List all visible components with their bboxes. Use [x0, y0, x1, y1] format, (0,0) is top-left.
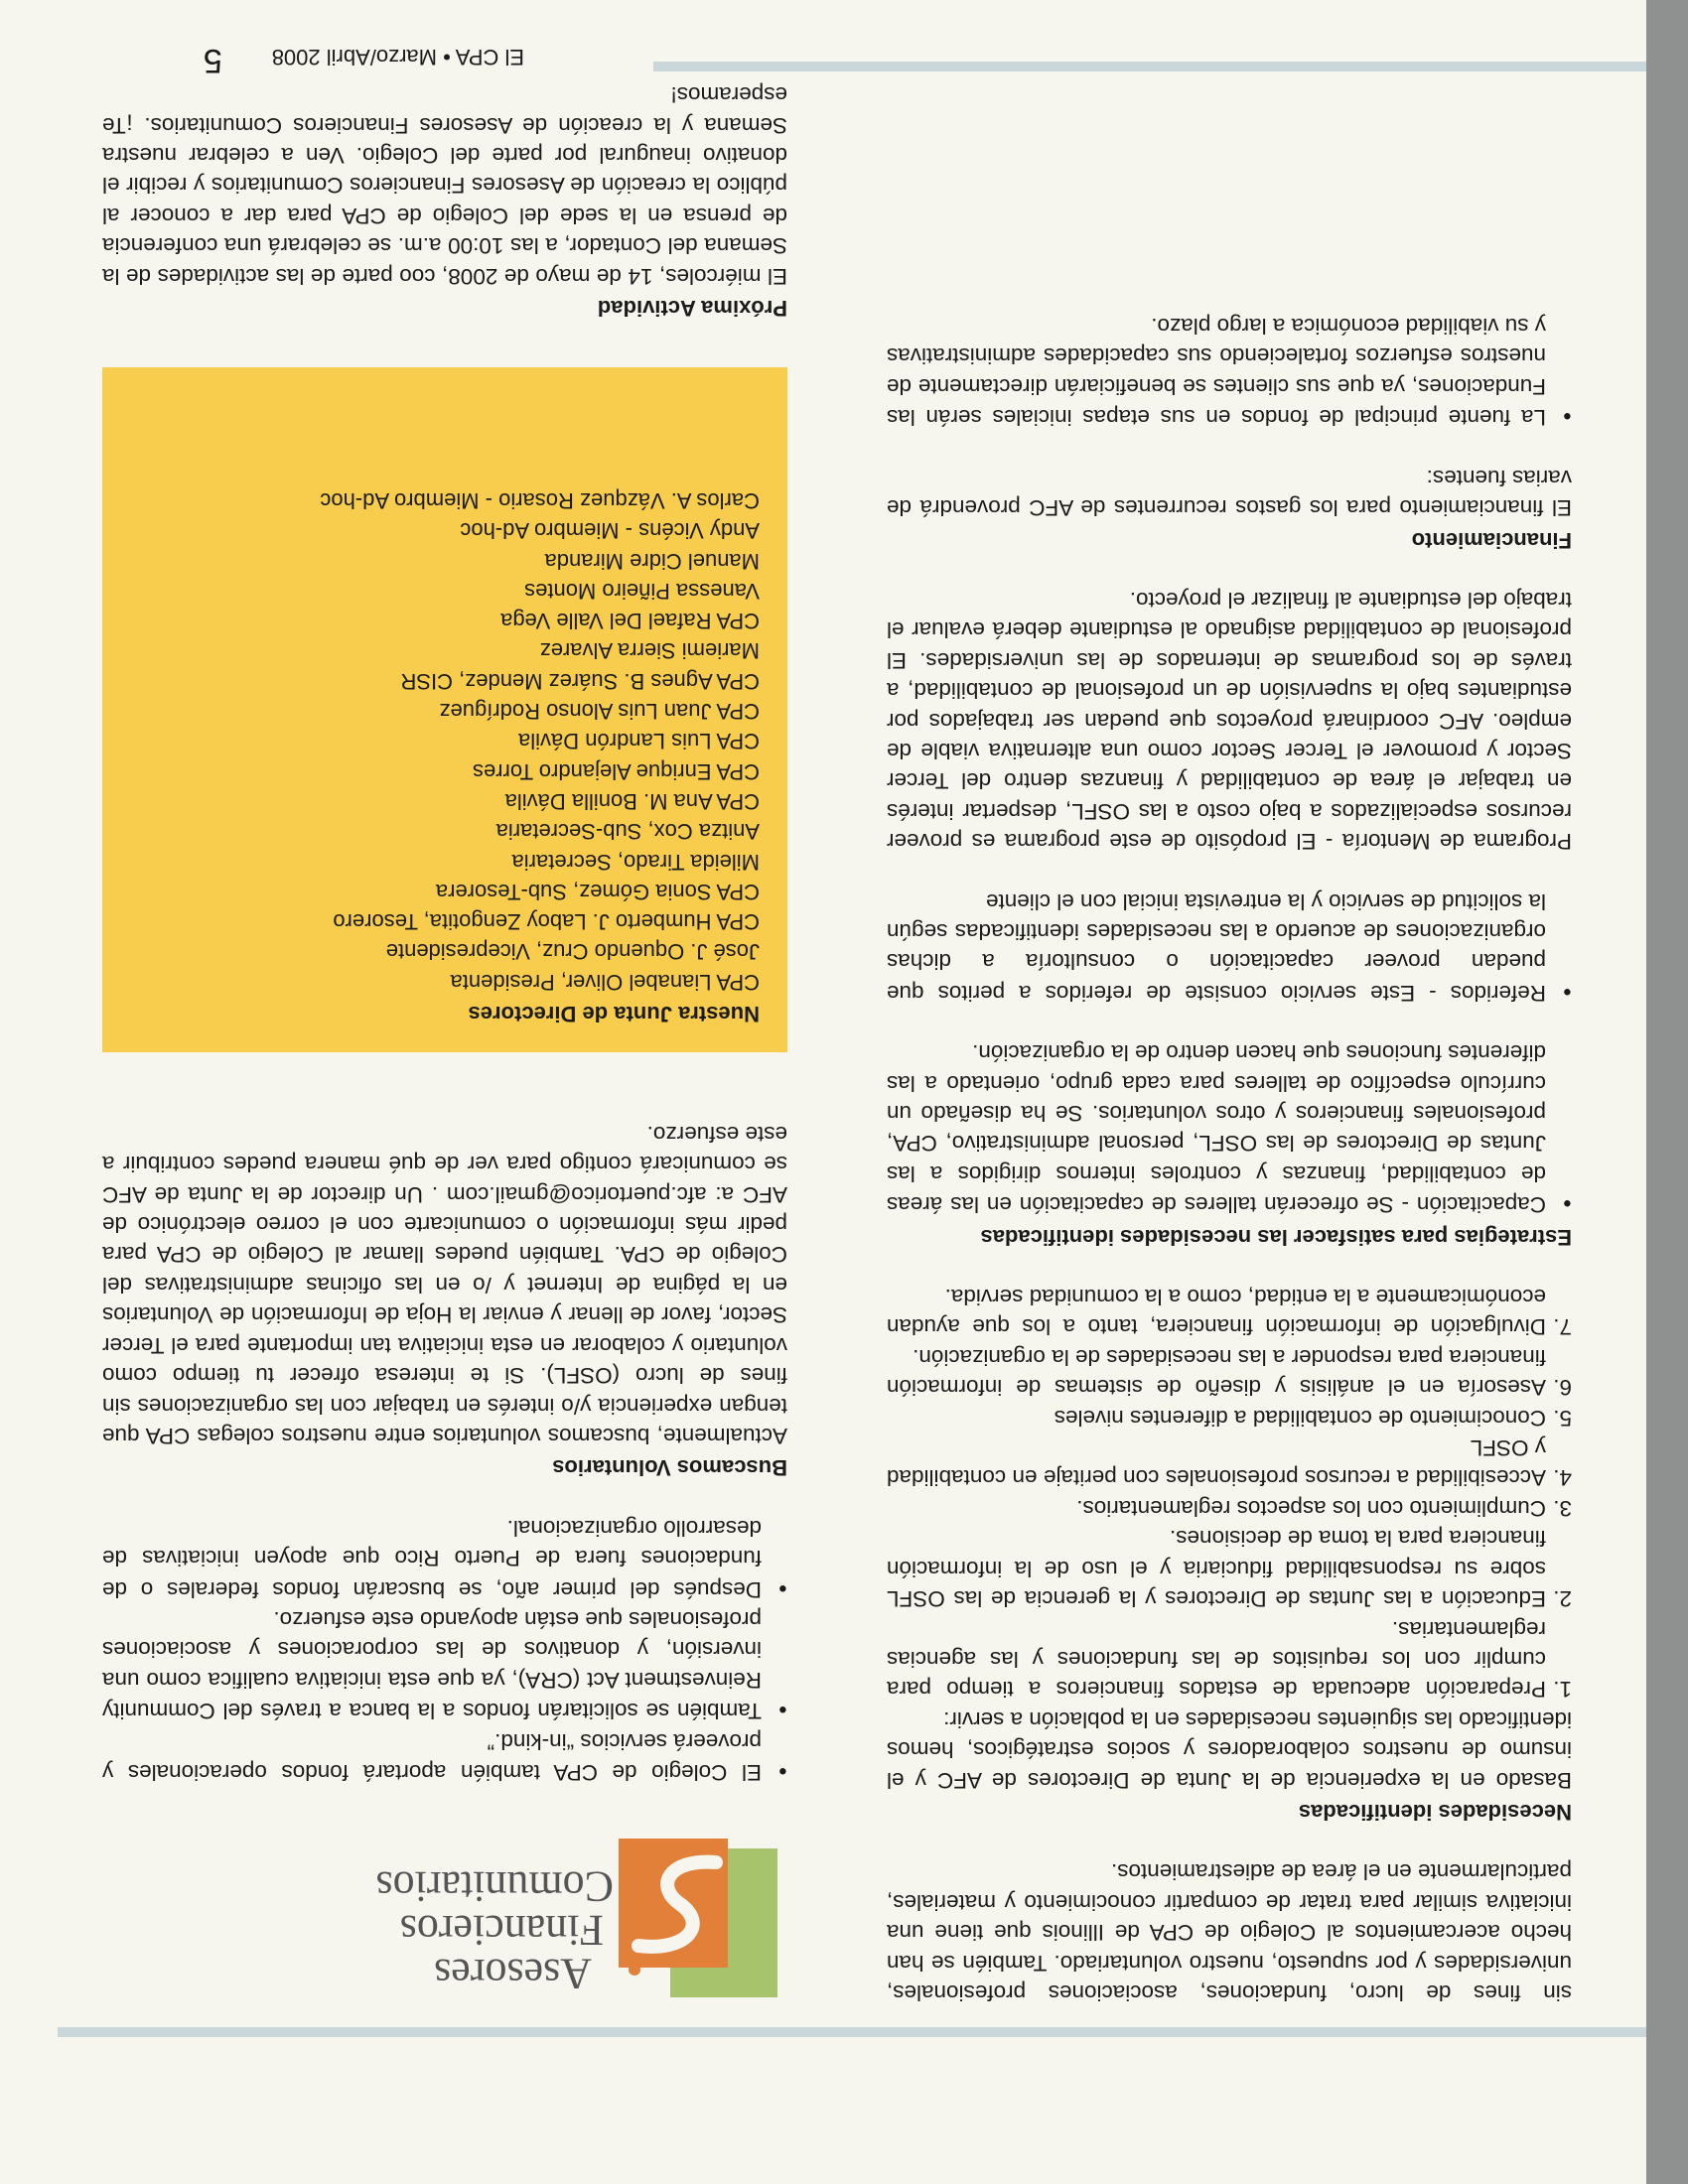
- list-item: Mariemi Sierra Alvarez: [539, 638, 760, 664]
- heading-proxima: Próxima Actividad: [597, 296, 787, 321]
- necesidades-paragraph: Basado en la experiencia de la Junta de Directores de AFC y el insumo de nuestros colaboradores y socios estratégicos, hemos identificado las siguientes necesidades en la población a servir:: [887, 1706, 1572, 1793]
- list-item: CPA Humberto J. Laboy Zengotita, Tesorero: [333, 909, 760, 935]
- bullet-referidos: ● Referidos - Este servicio consiste de referidos a peritos que puedan proveer capacitación o consultoría a dichas organizaciones de acuerdo a las necesidades identificadas según la solicitud de servicio y la entrevista inicial con el cliente: [887, 886, 1572, 1008]
- heading-necesidades: Necesidades identificadas: [1298, 1799, 1572, 1825]
- list-item: CPA Enrique Alejandro Torres: [472, 758, 760, 784]
- voluntarios-paragraph: Actualmente, buscamos voluntarios entre nuestros colegas CPA que tengan experiencia y/o interés en trabajar con las organizaciones sin fines de lucro (OSFL). Si te interesa ofrecer tu tiempo como voluntario y colaborar en esta iniciativa tan importante para el Tercer Sector, favor de llenar y enviar la Hoja de Información de Voluntarios en la página de Internet y /o en las oficinas administrativas del Colegio de CPA. También puedes llamar al Colegio de CPA para pedir más información o comunicarte con el correo electrónico de AFC a: afc.puertorico@gmail.com . Un director de la Junta de AFC se comunicará contigo para ver de qué manera puedes contribuir a este esfuerzo.: [102, 1121, 787, 1448]
- list-item: 4.Accesibilidad a recursos profesionales con peritaje en contabilidad y OSFL: [887, 1435, 1572, 1491]
- financiamiento-paragraph: El financiamiento para los gastos recurrentes de AFC provendrá de varias fuentes:: [887, 465, 1572, 521]
- list-item: CPA Ana M. Bonilla Dávila: [504, 788, 760, 814]
- afc-logo: [351, 1809, 787, 2007]
- board-title: Nuestra Junta de Directores: [468, 1002, 760, 1026]
- list-item: Manuel Cidre Miranda: [544, 548, 760, 574]
- page-number: 5: [203, 42, 222, 79]
- list-item: Mileida Tirado, Secretaria: [511, 849, 760, 875]
- list-item: CPA Agnes B. Suárez Mendez, CISR: [400, 668, 760, 694]
- page-footer: [204, 41, 524, 79]
- footer-text: El CPA • Marzo/Abril 2008: [271, 45, 524, 69]
- proxima-paragraph: El miércoles, 14 de mayo de 2008, coo parte de las actividades de la Semana del Contador, a las 10:00 a.m. se celebrará una conferencia de prensa en la sede del Colegio de CPA para dar a conocer al público la creación de Asesores Financieros Comunitarios y recibir el donativo inaugural por parte del Colegio. Ven a celebrar nuestra Semana y la creación de Asesores Financieros Comunitarios. ¡Te esperamos!: [102, 82, 787, 289]
- right-column: [102, 1088, 787, 1787]
- heading-financiamiento: Financiamiento: [1411, 527, 1572, 553]
- list-item: 1.Preparación adecuada de estados financieros a tiempo para cumplir con los requisitos de las fundaciones y las agencias reglamentarias.: [887, 1616, 1572, 1703]
- list-item: Carlos A. Vázquez Rosario - Miembro Ad-hoc: [320, 487, 760, 513]
- list-item: CPA Sonia Gómez, Sub-Tesorera: [435, 879, 760, 904]
- bullet-federales: ● Después del primer año, se buscarán fondos federales o de fundaciones fuera de Puerto Rico que apoyen iniciativas de desarrollo organizacional.: [102, 1512, 787, 1603]
- list-item: 6.Asesoría en el análisis y diseño de sistemas de información financiera para responder a las necesidades de la organización.: [887, 1344, 1572, 1401]
- list-item: CPA Juan Luis Alonso Rodríguez: [439, 699, 760, 725]
- list-item: 2.Educación a las Juntas de Directores y la gerencia de las OSFL sobre su responsabilidad fiduciaria y el uso de la información financiera para la toma de decisiones.: [887, 1526, 1572, 1612]
- left-column: [887, 281, 1572, 2007]
- heading-estrategias: Estrategias para satisfacer las necesidades identificadas: [980, 1224, 1572, 1250]
- list-item: 5.Conocimiento de contabilidad a diferentes niveles: [1054, 1405, 1572, 1431]
- list-item: CPA Lianabel Oliver, Presidenta: [450, 969, 760, 995]
- bullet-banca: ● También se solicitarán fondos a la banca a través del Community Reinvestment Act (CRA), ya que esta iniciativa cualifica como una inversión, y donativos de las corporaciones y asociaciones profesionales que están apoyando este esfuerzo.: [102, 1604, 787, 1726]
- board-of-directors-box: [102, 367, 787, 1052]
- proxima-section: [102, 50, 787, 323]
- heading-voluntarios: Buscamos Voluntarios: [552, 1455, 787, 1481]
- logo-wordmark: Asesores Financieros Comunitarios: [375, 1862, 614, 1998]
- bullet-fundaciones: ● La fuente principal de fondos en sus etapas iniciales serán las Fundaciones, ya que sus clientes se beneficiarán directamente de nuestros esfuerzos fortaleciendo sus capacidades administrativas y su viabilidad económica a largo plazo.: [887, 311, 1572, 433]
- list-item: 7.Divulgación de información financiera, tanto a los que ayudan económicamente a la entidad, como a la comunidad servida.: [887, 1285, 1572, 1340]
- logo-dot: [629, 1964, 640, 1976]
- list-item: Andy Vicéns - Miembro Ad-hoc: [460, 518, 760, 544]
- needs-list: [887, 1282, 1572, 1705]
- bullet-colegio: ● El Colegio de CPA también aportará fondos operacionales y proveerá servicios “in-kind.”: [102, 1725, 787, 1787]
- list-item: José J. Oquendo Cruz, Vicepresidente: [385, 939, 760, 965]
- mentoria-paragraph: Programa de Mentoría - El propósito de este programa es proveer recursos especializados a bajo costo a las OSFL, despertar interés en trabajar el área de contabilidad y finanzas dentro del Tercer Sector y promover el Tercer Sector como una alternativa viable de empleo. AFC coordinará proyectos que puedan ser trabajados por estudiantes bajo la supervisión de un profesional de contabilidad, a través de los programas de internados de las universidades. El profesional de contabilidad asignado al estudiante deberá evaluar el trabajo del estudiante al finalizar el proyecto.: [887, 587, 1572, 855]
- intro-paragraph: sin fines de lucro, fundaciones, asociaciones profesionales, universidades y por supuesto, nuestro voluntariado. También se han hecho acercamientos al Colegio de CPA de Illinois que tiene una iniciativa similar para tratar de compartir conocimiento y materiales, particularmente en el área de adiestramientos.: [887, 1859, 1572, 2005]
- list-item: Anitza Cox, Sub-Secretaria: [495, 819, 760, 845]
- bottom-rule: [653, 62, 1646, 71]
- bullet-capacitacion: ● Capacitación - Se ofrecerán talleres de capacitación en las áreas de contabilidad, finanzas y controles internos dirigidos a las Juntas de Directores de las OSFL, personal administrativo, CPA, profesionales financieros y otros voluntarios. Se ha diseñado un currículo específico de talleres para cada grupo, orientado a las diferentes funciones que hacen dentro de la organización.: [887, 1037, 1572, 1219]
- list-item: 3.Cumplimiento con los aspectos reglamentarios.: [1076, 1495, 1572, 1521]
- logo-mark-icon: [599, 1809, 787, 2007]
- list-item: CPA Luis Landrón Dávila: [518, 729, 760, 754]
- top-rule: [58, 2027, 1646, 2037]
- list-item: CPA Rafael Del Valle Vega: [500, 609, 760, 634]
- list-item: Vanessa Piñeiro Montes: [524, 578, 760, 604]
